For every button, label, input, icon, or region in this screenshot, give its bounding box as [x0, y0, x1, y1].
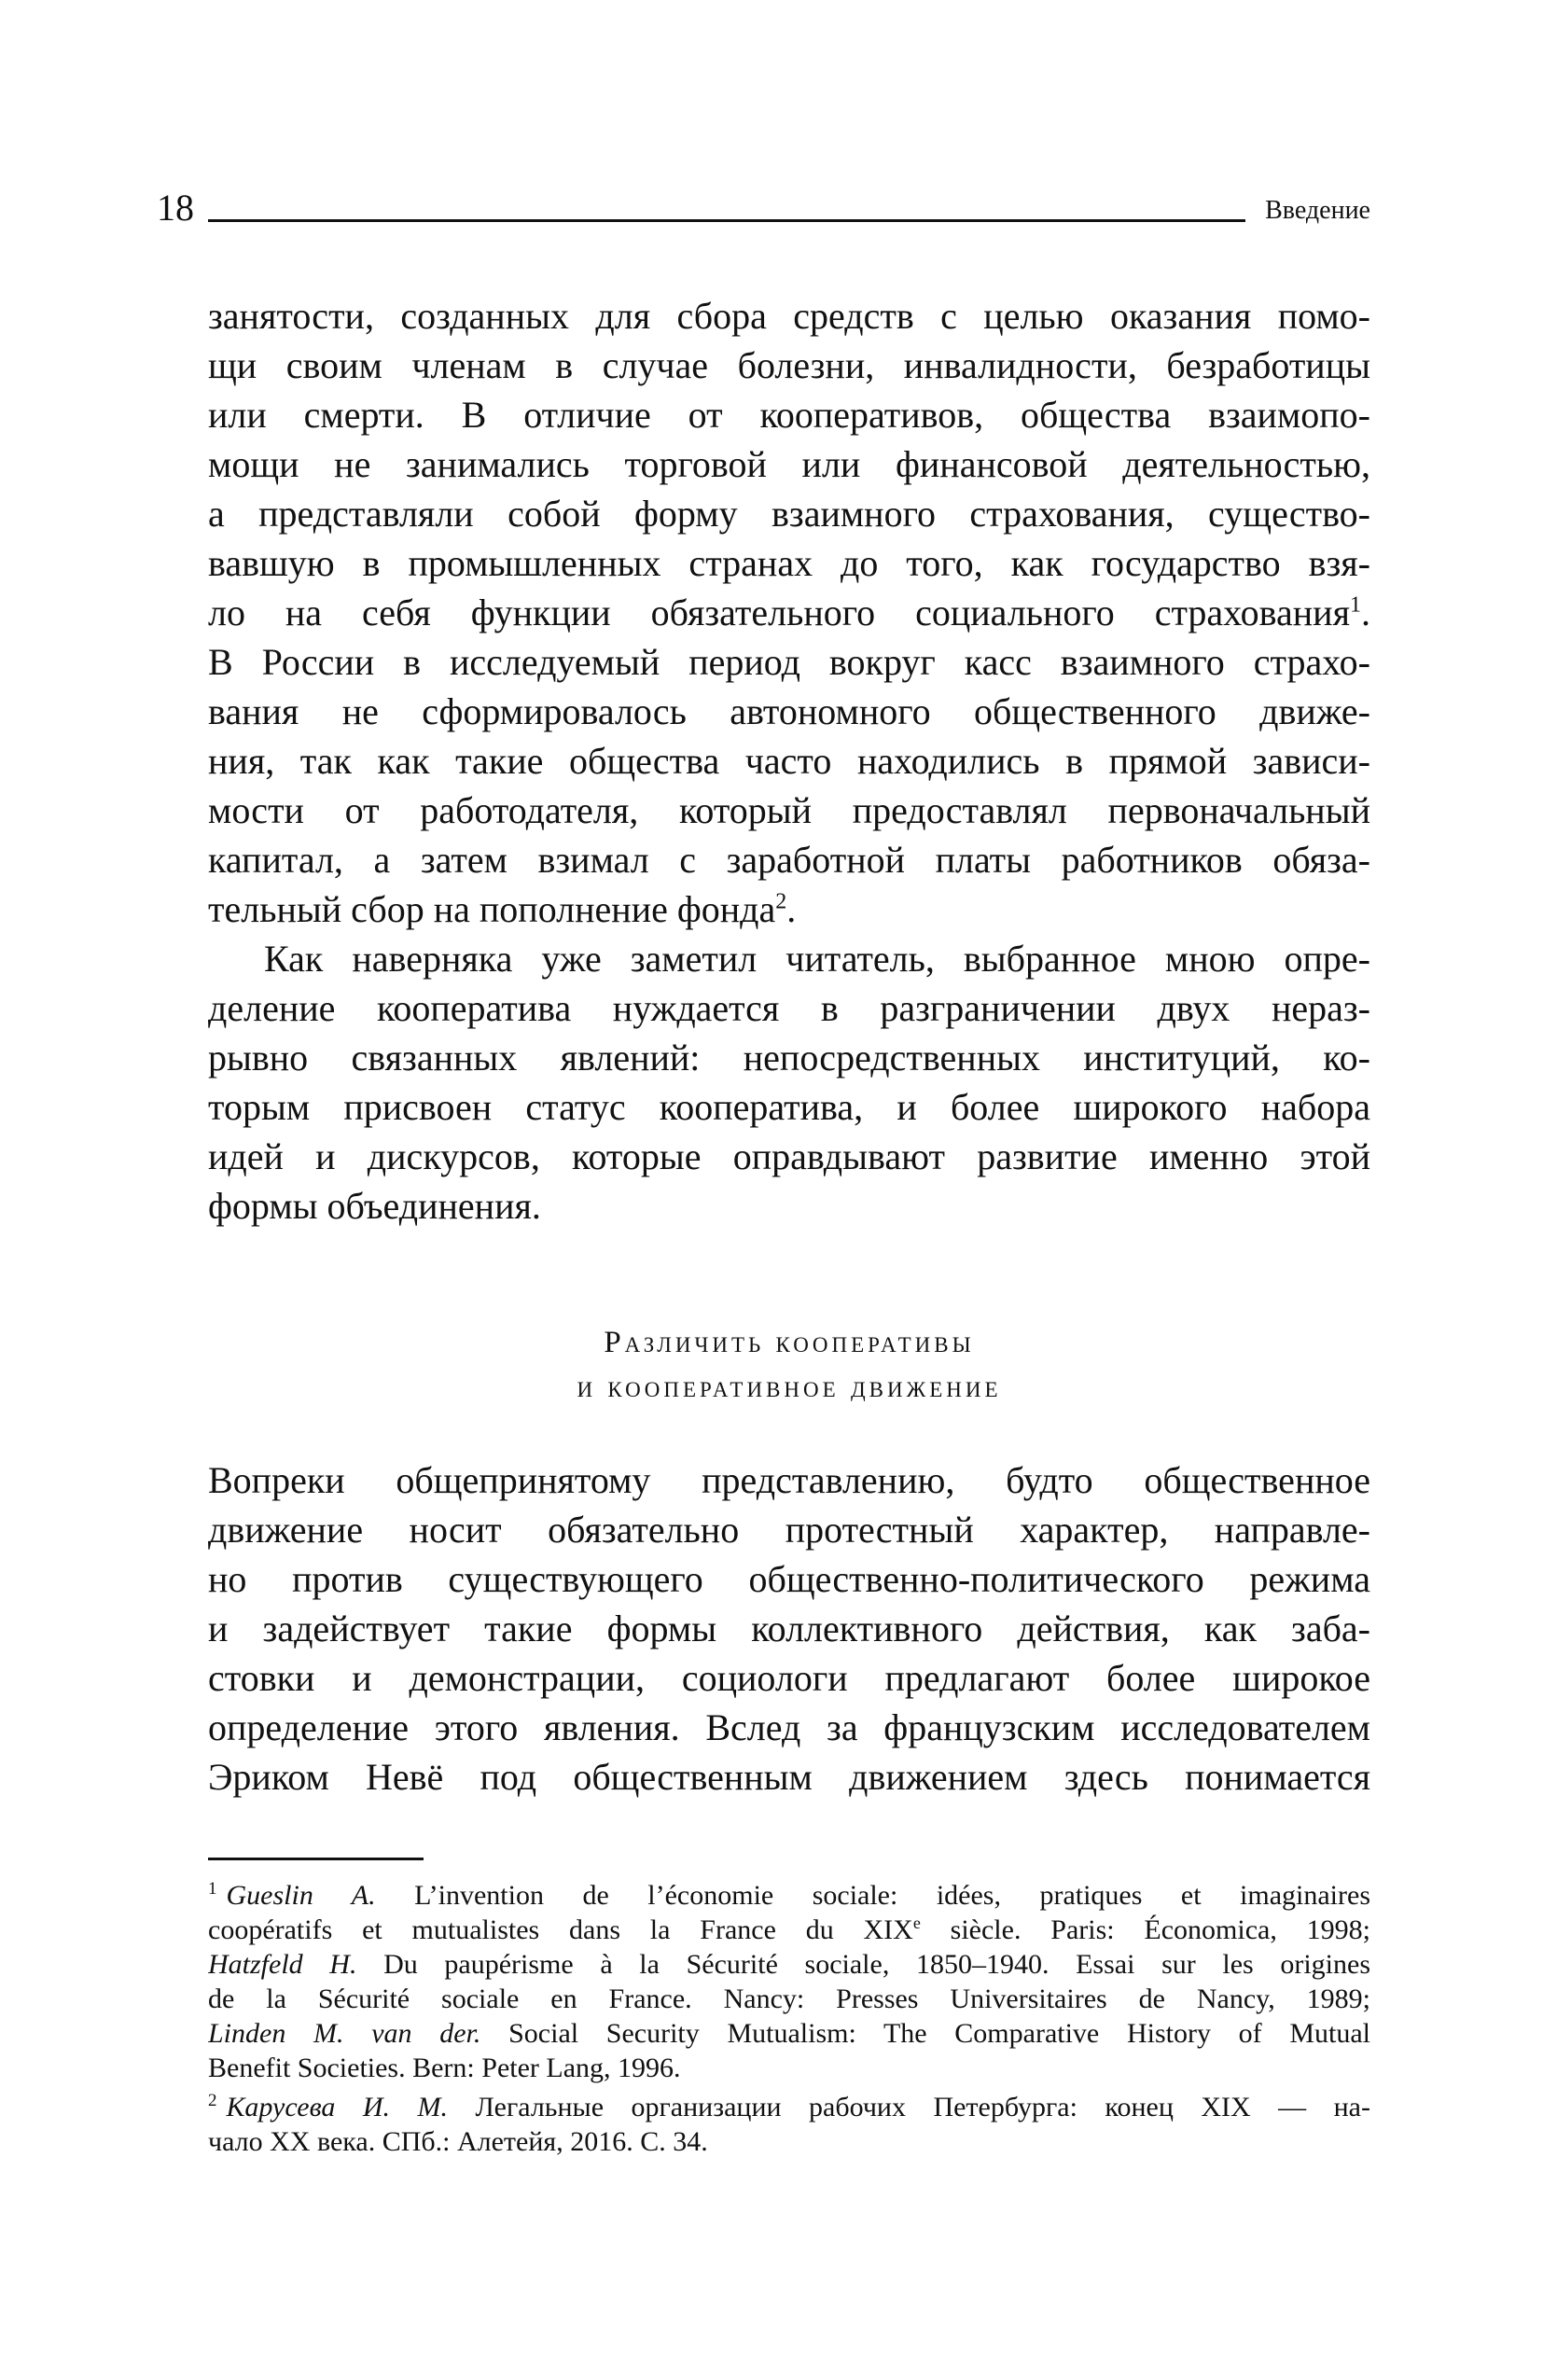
footnote-text: Social Security Mutualism: The Comparative History of Mutual [480, 2018, 1370, 2049]
footnote-line [208, 2090, 1370, 2124]
text-line: рывно связанных явлений: непосредственных институций, ко- [208, 1037, 1370, 1079]
text-line: стовки и демонстрации, социологи предлагают более широкое [208, 1657, 1370, 1699]
text-line: Вопреки общепринятому представлению, будто общественное [208, 1459, 1370, 1501]
footnote-line [208, 2016, 1370, 2051]
footnote-line [208, 1878, 1370, 1913]
footnote-ref-2[interactable]: 2 [775, 889, 787, 914]
footnote-line [208, 1913, 1370, 1947]
text-line: Эриком Невё под общественным движением здесь понимается [208, 1756, 1370, 1798]
section-heading-line-2: и кооперативное движение [577, 1371, 1002, 1404]
footnote-separator [208, 1858, 424, 1860]
text-line: мости от работодателя, который предоставлял первоначальный [208, 789, 1370, 831]
text-line: движение носит обязательно протестный характер, направле- [208, 1509, 1370, 1551]
text-line: но против существующего общественно-политического режима [208, 1558, 1370, 1600]
author-name: Карусева И. М. [226, 2092, 449, 2123]
header-rule [208, 219, 1245, 222]
page-number: 18 [157, 187, 194, 229]
footnote-line [208, 1947, 1370, 1982]
text-line: деление кооператива нуждается в разграничении двух нераз- [208, 987, 1370, 1029]
footnote-number: 2 [208, 2091, 217, 2110]
running-title: Введение [1265, 196, 1370, 225]
footnote-number: 1 [208, 1879, 217, 1899]
text-line: торым присвоен статус кооператива, и более широкого набора [208, 1086, 1370, 1128]
superscript: e [912, 1914, 921, 1932]
footnote-text: L’invention de l’économie sociale: idées, pratiques et imaginaires [375, 1880, 1370, 1911]
footnote-ref-1[interactable]: 1 [1350, 592, 1361, 618]
footnote-text: siècle. Paris: Économica, 1998; [920, 1914, 1370, 1945]
text-line-with-footnote-ref [208, 589, 1370, 637]
text-line: а представляли собой форму взаимного страхования, существо- [208, 493, 1370, 535]
section-heading-line-1: Различить кооперативы [604, 1326, 975, 1359]
footnote-text: coopératifs et mutualistes dans la France du XIX [208, 1914, 913, 1945]
text-line: идей и дискурсов, которые оправдывают развитие именно этой [208, 1135, 1370, 1177]
punctuation: . [1361, 592, 1370, 633]
text-line-content: тельный сбор на пополнение фонда [208, 888, 776, 930]
text-line: мощи не занимались торговой или финансовой деятельностью, [208, 443, 1370, 485]
text-line: формы объединения. [208, 1185, 541, 1227]
text-line: или смерти. В отличие от кооперативов, общества взаимопо- [208, 394, 1370, 436]
text-line: занятости, созданных для сбора средств с целью оказания помо- [208, 295, 1370, 337]
text-line: ния, так как такие общества часто находились в прямой зависи- [208, 740, 1370, 782]
author-name: Hatzfeld H. [208, 1949, 357, 1980]
text-line: В России в исследуемый период вокруг касс взаимного страхо- [208, 641, 1370, 683]
footnote-text: Benefit Societies. Bern: Peter Lang, 1996. [208, 2053, 681, 2083]
author-name: Linden M. van der. [208, 2018, 481, 2049]
author-name: Gueslin A. [226, 1880, 376, 1911]
footnote-text: de la Sécurité sociale en France. Nancy: Presses Universitaires de Nancy, 1989; [208, 1983, 1370, 2014]
text-line: определение этого явления. Вслед за французским исследователем [208, 1706, 1370, 1748]
footnote-text: Легальные организации рабочих Петербурга: конец XIX — на- [448, 2092, 1370, 2123]
text-line: вавшую в промышленных странах до того, как государство взя- [208, 542, 1370, 584]
text-line: Как наверняка уже заметил читатель, выбранное мною опре- [264, 938, 1370, 980]
text-line-content: ло на себя функции обязательного социального страхования [208, 592, 1350, 633]
footnote-line [208, 2051, 1370, 2085]
text-line: и задействует такие формы коллективного действия, как заба- [208, 1608, 1370, 1649]
text-line: капитал, а затем взимал с заработной платы работников обяза- [208, 839, 1370, 881]
footnote-line [208, 2124, 1370, 2159]
text-line-with-footnote-ref [208, 885, 1370, 934]
footnote-text: Du paupérisme à la Sécurité sociale, 1850–1940. Essai sur les origines [356, 1949, 1370, 1980]
footnote-line [208, 1982, 1370, 2016]
punctuation: . [786, 888, 797, 930]
text-line: щи своим членам в случае болезни, инвалидности, безработицы [208, 344, 1370, 386]
text-line: вания не сформировалось автономного общественного движе- [208, 690, 1370, 732]
footnote-text: чало XX века. СПб.: Алетейя, 2016. С. 34. [208, 2126, 708, 2157]
